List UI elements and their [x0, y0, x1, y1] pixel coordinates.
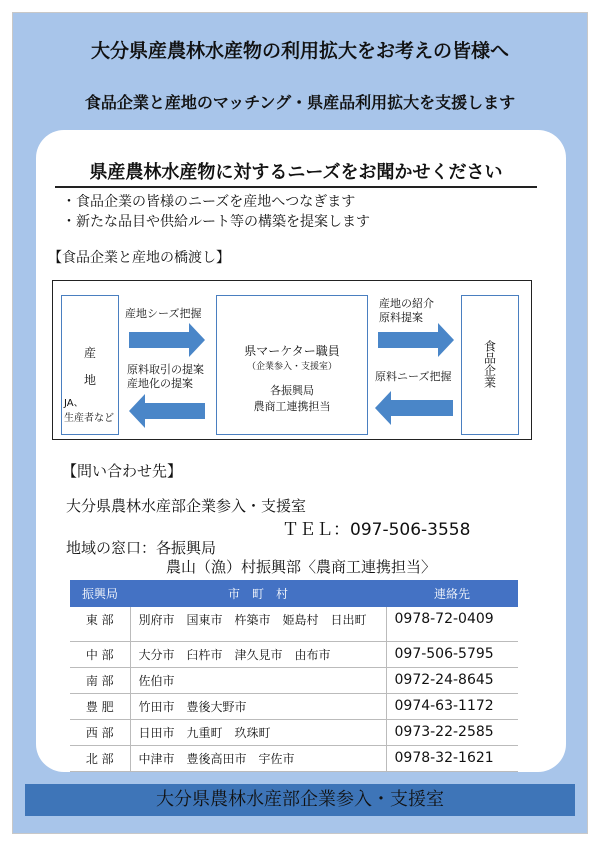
table-row	[70, 745, 518, 771]
contact-regional-dept: 農山（漁）村振興部〈農商工連携担当〉	[166, 558, 437, 576]
office-cell: 東 部	[70, 607, 130, 641]
production-area-box	[61, 295, 119, 435]
box-label: 農商工連携担当	[253, 400, 331, 413]
table-row	[70, 641, 518, 667]
arrow-label: 原料提案	[379, 311, 423, 324]
needs-heading: 県産農林水産物に対するニーズをお聞かせください	[55, 158, 537, 188]
municipalities-cell: 佐伯市	[130, 667, 386, 693]
col-header: 連絡先	[386, 580, 518, 607]
contact-regional: 地域の窓口：各振興局	[66, 539, 217, 557]
box-label: JA、	[64, 398, 84, 409]
office-cell: 豊 肥	[70, 693, 130, 719]
bullet-item: ・新たな品目や供給ルート等の構築を提案します	[62, 214, 370, 230]
contact-office: 大分県農林水産部企業参入・支援室	[66, 497, 307, 515]
table-row	[70, 607, 518, 641]
box-label: 各振興局	[270, 384, 314, 397]
footer-banner: 大分県農林水産部企業参入・支援室	[25, 784, 575, 816]
box-label: 産	[83, 346, 96, 360]
phone-cell: 0972-24-8645	[386, 667, 518, 693]
page-subtitle: 食品企業と産地のマッチング・県産品利用拡大を支援します	[84, 93, 516, 112]
arrow-label: 原料取引の提案	[127, 363, 204, 376]
phone-cell: 0978-72-0409	[386, 607, 518, 641]
municipalities-cell: 日田市 九重町 玖珠町	[130, 719, 386, 745]
right-arrow-icon	[129, 323, 205, 357]
box-label: 生産者など	[64, 413, 114, 424]
municipalities-cell: 別府市 国東市 杵築市 姫島村 日出町	[130, 607, 386, 641]
phone-cell: 0973-22-2585	[386, 719, 518, 745]
arrow-label: 産地シーズ把握	[125, 307, 202, 320]
bridge-heading: 【食品企業と産地の橋渡し】	[48, 250, 230, 266]
arrow-label: 産地の紹介	[379, 297, 434, 310]
bullet-item: ・食品企業の皆様のニーズを産地へつなぎます	[62, 194, 356, 210]
marketer-box	[216, 295, 368, 435]
box-label: （企業参入・支援室）	[246, 362, 337, 372]
page-title: 大分県産農林水産物の利用拡大をお考えの皆様へ	[90, 40, 509, 62]
table-row	[70, 719, 518, 745]
contact-tel: ＴＥＬ：097-506-3558	[282, 520, 471, 540]
phone-cell: 0974-63-1172	[386, 693, 518, 719]
col-header: 市 町 村	[130, 580, 386, 607]
food-company-box	[461, 295, 519, 435]
contact-table	[70, 580, 518, 772]
municipalities-cell: 中津市 豊後高田市 宇佐市	[130, 745, 386, 771]
col-header: 振興局	[70, 580, 130, 607]
office-cell: 北 部	[70, 745, 130, 771]
box-label: 県マーケター職員	[244, 344, 340, 358]
table-row	[70, 693, 518, 719]
bridge-diagram	[52, 280, 532, 440]
arrow-label: 原料ニーズ把握	[375, 370, 452, 383]
right-arrow-icon	[378, 323, 454, 357]
arrow-label: 産地化の提案	[127, 377, 193, 390]
office-cell: 中 部	[70, 641, 130, 667]
left-arrow-icon	[375, 391, 453, 425]
municipalities-cell: 大分市 臼杵市 津久見市 由布市	[130, 641, 386, 667]
phone-cell: 0978-32-1621	[386, 745, 518, 771]
box-label: 食品企業	[482, 340, 497, 388]
table-row	[70, 667, 518, 693]
office-cell: 西 部	[70, 719, 130, 745]
municipalities-cell: 竹田市 豊後大野市	[130, 693, 386, 719]
left-arrow-icon	[129, 394, 205, 428]
office-cell: 南 部	[70, 667, 130, 693]
contact-heading: 【問い合わせ先】	[62, 462, 183, 480]
phone-cell: 097-506-5795	[386, 641, 518, 667]
box-label: 地	[83, 373, 96, 387]
